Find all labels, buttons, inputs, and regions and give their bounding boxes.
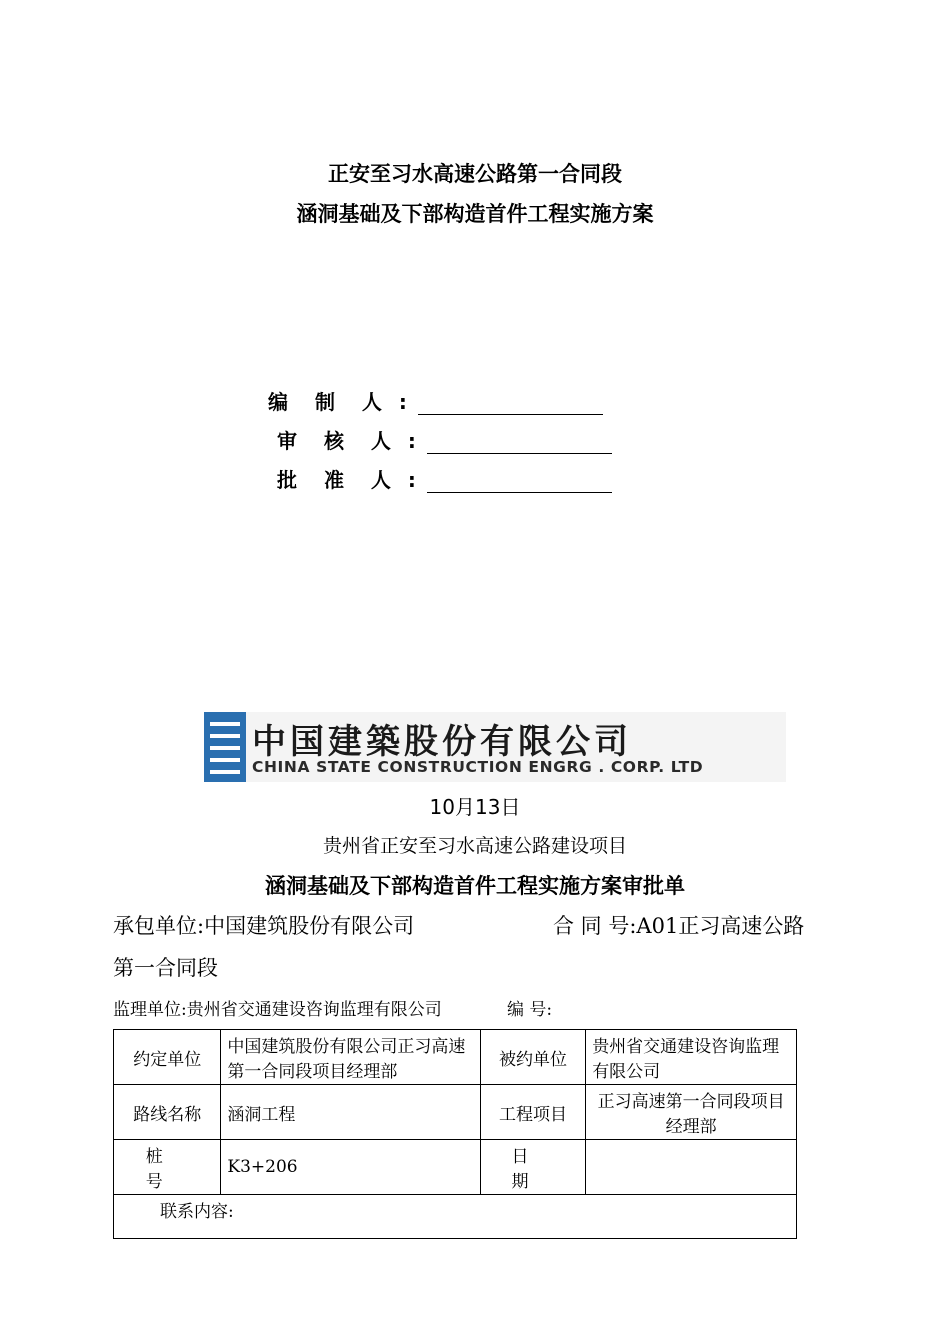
table-cell-value: 涵洞工程 [221, 1085, 480, 1140]
signature-prepared-by [268, 386, 603, 415]
form-title: 涵洞基础及下部构造首件工程实施方案审批单 [265, 874, 685, 898]
signature-line [418, 394, 603, 415]
contact-content-cell [114, 1195, 797, 1239]
table-cell-label-text: 桩 号 [145, 1147, 189, 1192]
contract-number-continued: 第一合同段 [113, 956, 218, 980]
contract-number-line: 合 同 号:A01正习高速公路 [553, 914, 805, 938]
table-cell-label [480, 1140, 585, 1195]
table-cell-value: K3+206 [221, 1140, 480, 1195]
document-title-line1: 正安至习水高速公路第一合同段 [328, 162, 622, 186]
project-name: 贵州省正安至习水高速公路建设项目 [322, 835, 627, 857]
table-row [114, 1195, 797, 1239]
signature-label: 审 核 人 [277, 429, 401, 453]
logo-name-en: CHINA STATE CONSTRUCTION ENGRG . CORP. LTD [252, 758, 704, 776]
document-title-line2: 涵洞基础及下部构造首件工程实施方案 [296, 202, 654, 226]
signature-approved-by [277, 464, 612, 493]
table-row [114, 1030, 797, 1085]
table-row [114, 1140, 797, 1195]
signature-colon: : [407, 468, 416, 492]
signature-label: 编 制 人 [268, 390, 392, 414]
table-cell-label: 路线名称 [114, 1085, 221, 1140]
signature-label: 批 准 人 [277, 468, 401, 492]
company-logo [204, 712, 786, 782]
serial-number-label: 编 号: [507, 1000, 553, 1020]
contact-content-label: 联系内容: [160, 1202, 234, 1222]
table-cell-value: 贵州省交通建设咨询监理有限公司 [586, 1030, 797, 1085]
table-cell-label [114, 1140, 221, 1195]
signature-colon: : [407, 429, 416, 453]
contractor-line: 承包单位:中国建筑股份有限公司 [113, 914, 415, 938]
signature-line [427, 433, 612, 454]
signature-reviewed-by [277, 425, 612, 454]
table-cell-label: 约定单位 [114, 1030, 221, 1085]
table-cell-value [586, 1140, 797, 1195]
supervisor-line: 监理单位:贵州省交通建设咨询监理有限公司 [113, 1000, 442, 1020]
document-date: 10月13日 [429, 795, 521, 819]
approval-form-table [113, 1029, 797, 1239]
logo-name-cn: 中国建築股份有限公司 [252, 722, 632, 762]
table-cell-label: 被约单位 [480, 1030, 585, 1085]
table-cell-value: 正习高速第一合同段项目经理部 [586, 1085, 797, 1140]
signature-colon: : [398, 390, 407, 414]
table-cell-label: 工程项目 [480, 1085, 585, 1140]
table-cell-label-text: 日 期 [511, 1147, 555, 1192]
table-row [114, 1085, 797, 1140]
signature-line [427, 472, 612, 493]
cscec-logo-icon [204, 712, 246, 782]
table-cell-value: 中国建筑股份有限公司正习高速第一合同段项目经理部 [221, 1030, 480, 1085]
